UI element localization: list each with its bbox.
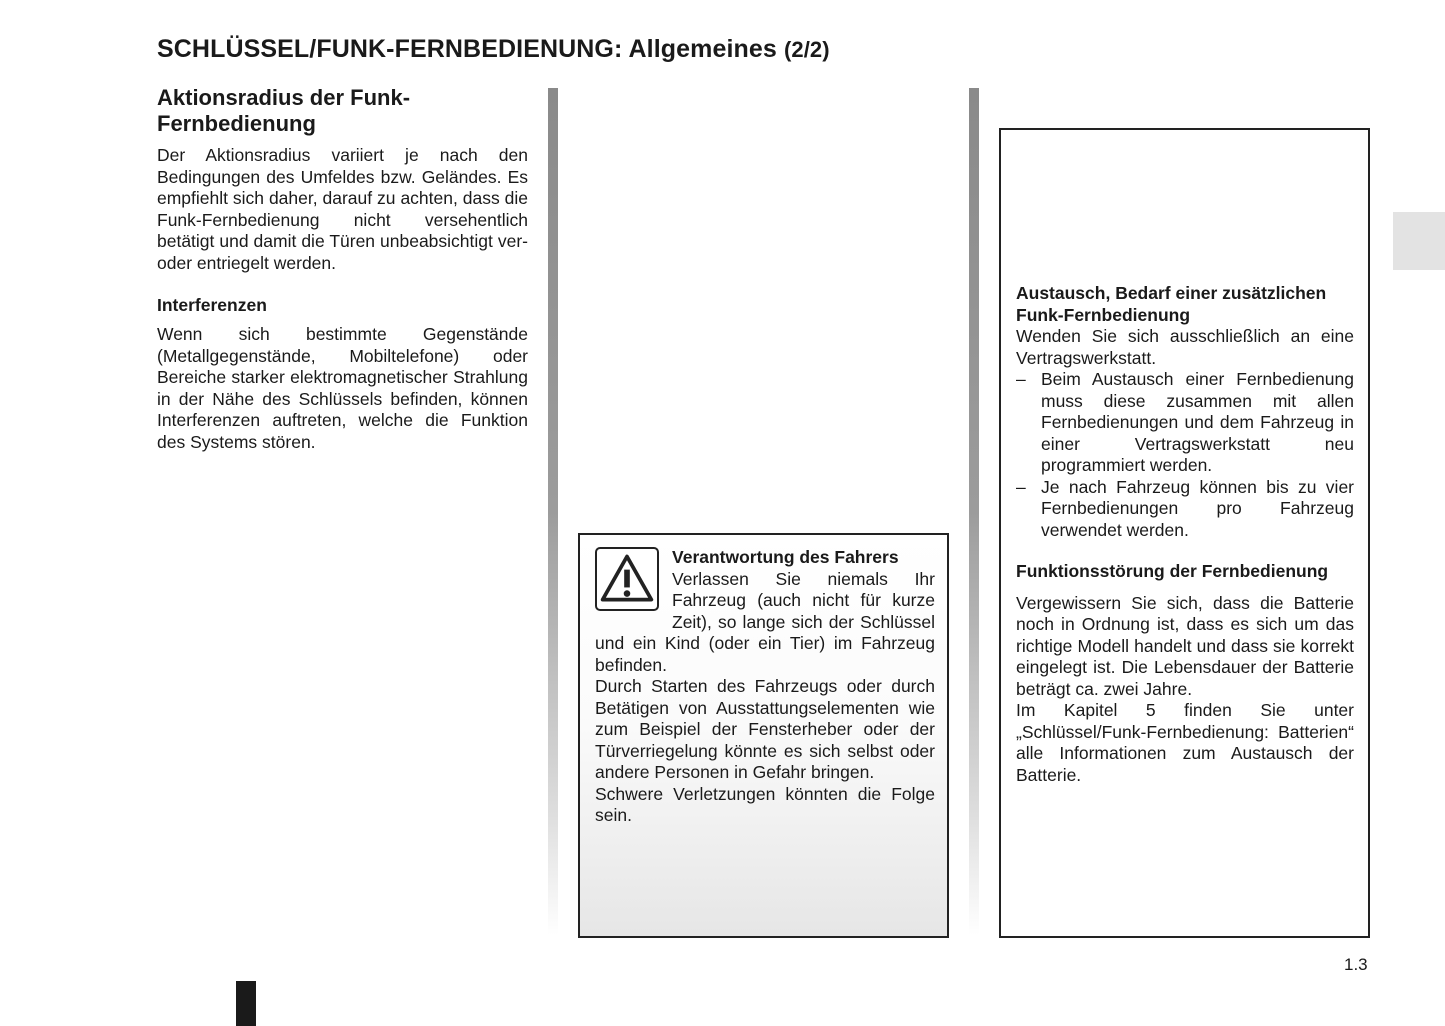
list-item: – Beim Austausch einer Fernbedienung muss diese zusammen mit allen Fernbedienungen und dem Fahrzeug in einer Vertragswerkstatt neu programmiert werden. [1016,369,1354,477]
warning-title: Verantwortung des Fahrers [672,547,899,567]
warning-paragraph-2: Durch Starten des Fahrzeugs oder durch Betätigen von Ausstattungselementen wie zum Beispiel der Fensterheber oder der Türverriegelung könnte es sich selbst oder andere Personen in Gefahr bringen. [595,676,935,782]
page-fraction: (2/2) [783,37,830,62]
warning-box [578,533,949,938]
warning-triangle-icon [595,547,659,611]
replacement-intro: Wenden Sie sich ausschließlich an eine Vertragswerkstatt. [1016,326,1354,368]
left-column [157,85,528,453]
warning-content [595,547,935,827]
malfunction-paragraph-1: Vergewissern Sie sich, dass die Batterie noch in Ordnung ist, dass es sich um das richtige Modell handelt und dass sie korrekt eingelegt ist. Die Lebensdauer der Batterie beträgt ca. zwei Jahre. [1016,592,1354,699]
warning-paragraph-3: Schwere Verletzungen könnten die Folge sein. [595,783,935,825]
page-number: 1.3 [1344,955,1368,974]
column-divider-right [969,88,979,935]
chapter-tab [1393,212,1445,270]
list-item: – Je nach Fahrzeug können bis zu vier Fernbedienungen pro Fahrzeug verwendet werden. [1016,477,1354,542]
interference-heading: Interferenzen [157,295,267,315]
replacement-heading: Austausch, Bedarf einer zusätzlichen Funk-Fernbedienung [1016,283,1327,325]
column-divider-left [548,88,558,935]
replacement-list [1016,369,1354,541]
range-heading: Aktionsradius der Funk-Fernbedienung [157,85,411,136]
malfunction-paragraph-2: Im Kapitel 5 finden Sie unter „Schlüssel/Funk-Fernbedienung: Batterien“ alle Informationen zum Austausch der Batterie. [1016,700,1354,785]
page-title-text: SCHLÜSSEL/FUNK-FERNBEDIENUNG: Allgemeines [157,35,777,63]
warning-paragraph-1: Verlassen Sie niemals Ihr Fahrzeug (auch nicht für kurze Zeit), so lange sich der Schlüssel und ein Kind (oder ein Tier) im Fahrzeug befinden. [595,568,935,675]
page-title [157,35,830,64]
interference-paragraph: Wenn sich bestimmte Gegenstände (Metallgegenstände, Mobiltelefone) oder Bereiche starker elektromagnetischer Strahlung in der Nähe des Schlüssels befinden, können Interferenzen auftreten, welche die Funktion des Systems stören. [157,324,528,452]
right-column [1016,283,1354,786]
range-paragraph: Der Aktionsradius variiert je nach den Bedingungen des Umfeldes bzw. Geländes. Es empfiehlt sich daher, darauf zu achten, dass die Funk-Fernbedienung nicht versehentlich betätigt und damit die Türen unbeabsichtigt ver- oder entriegelt werden. [157,145,528,273]
malfunction-heading: Funktionsstörung der Fernbedienung [1016,561,1329,581]
print-mark [236,981,256,1026]
